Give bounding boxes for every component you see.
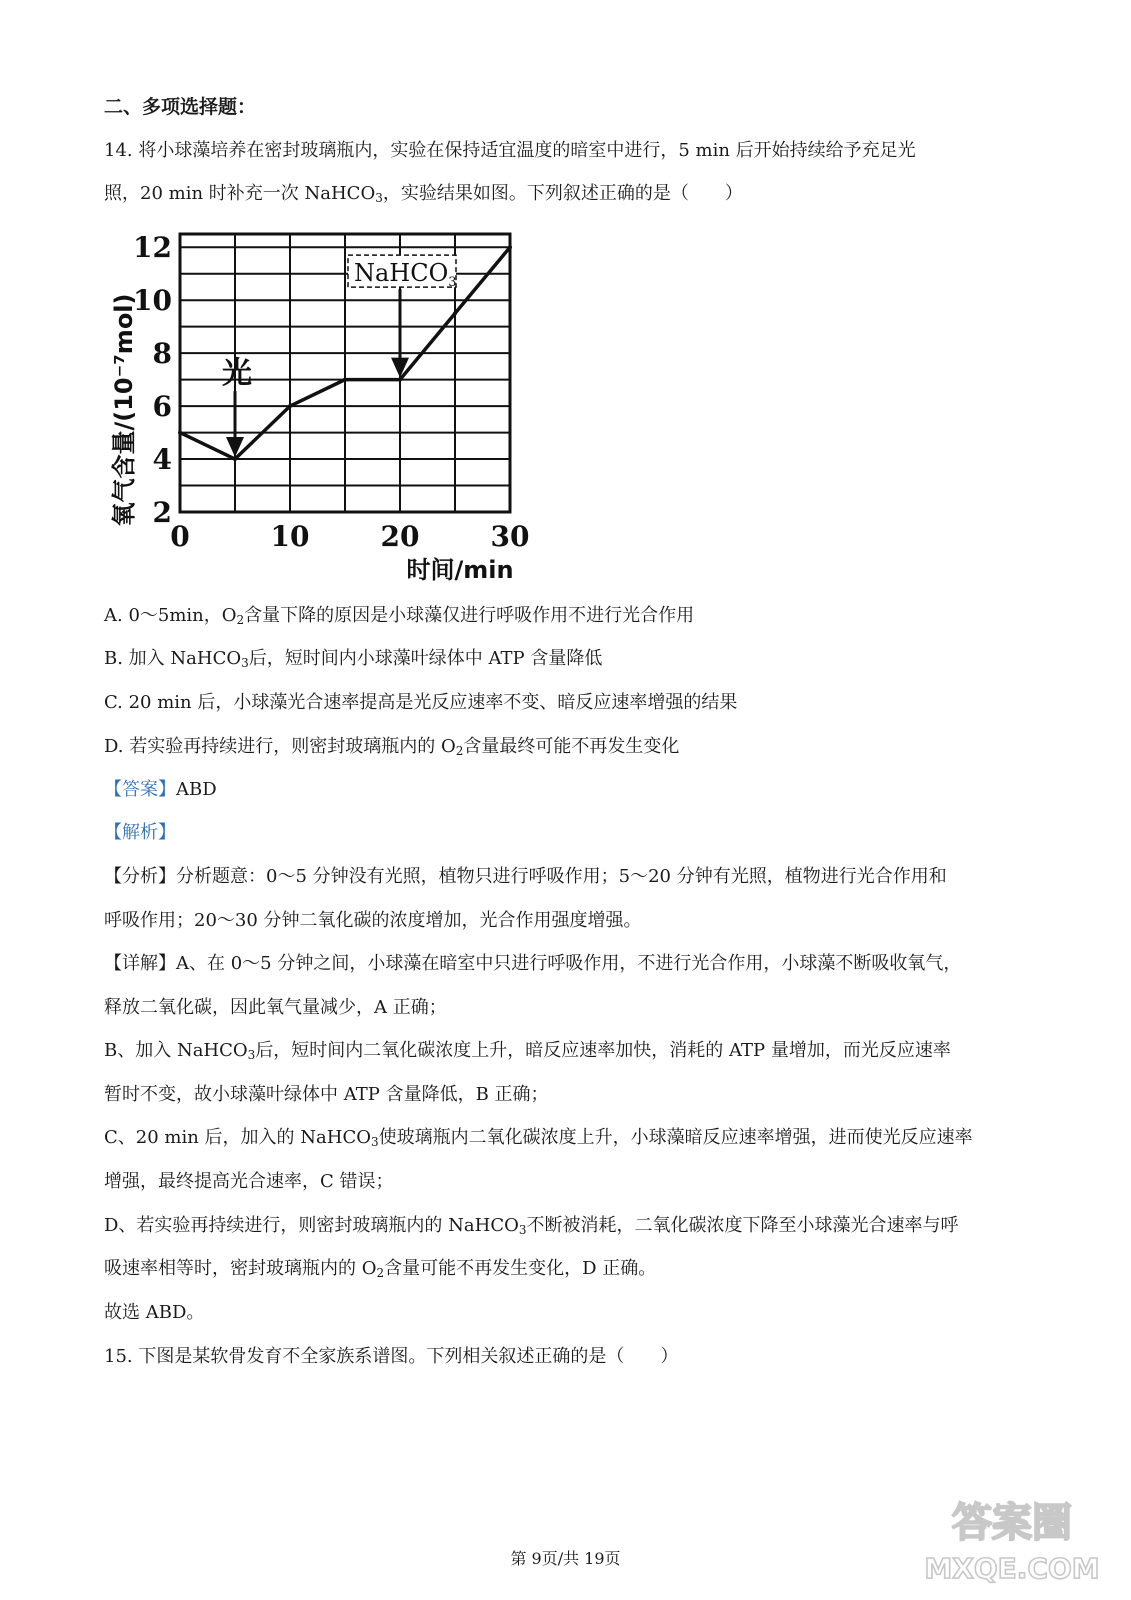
data-point [288,404,292,408]
xiangjie-b-1: B、加入 NaHCO$_3$后，短时间内二氧化碳浓度上升，暗反应速率加快，消耗的 ATP 量增加，而光反应速率 [104,1040,951,1062]
answer-tag: 【答案】 [104,779,176,800]
data-point [233,457,237,461]
data-point [508,245,512,249]
page-footer: 第 9页/共 19页 [510,1549,621,1568]
y-tick-label: 2 [152,496,172,529]
xiangjie-c-2: 增强，最终提高光合速率，C 错误； [104,1171,394,1192]
question-14-line-1: 14. 将小球藻培养在密封玻璃瓶内，实验在保持适宜温度的暗室中进行，5 min 后开始持续给予充足光 [104,140,916,161]
data-point [343,378,347,382]
y-tick-label: 4 [152,443,172,477]
x-tick-label: 0 [170,520,190,553]
oxygen-chart [100,220,540,590]
x-tick-label: 20 [380,520,420,553]
option-b: B. 加入 NaHCO$_3$后，短时间内小球藻叶绿体中 ATP 含量降低 [104,648,603,670]
question-14-line-2: 照，20 min 时补充一次 NaHCO$_3$，实验结果如图。下列叙述正确的是（ ） [104,183,743,205]
annotation-nahco3-label: NaHCO$_3$ [354,259,457,291]
xiangjie-a-1: 【详解】A、在 0～5 分钟之间，小球藻在暗室中只进行呼吸作用，不进行光合作用，小球藻不断吸收氧气， [104,953,962,974]
y-tick-label: 12 [133,231,172,265]
chart-ticks [133,231,529,553]
watermark-logo [917,1488,1107,1588]
annotation-light-label: 光 [222,356,252,392]
fenxi-line-1: 【分析】分析题意：0～5 分钟没有光照，植物只进行呼吸作用；5～20 分钟有光照，植物进行光合作用和 [104,866,947,887]
question-15: 15. 下图是某软骨发育不全家族系谱图。下列相关叙述正确的是（ ） [104,1346,679,1367]
fenxi-line-2: 呼吸作用；20～30 分钟二氧化碳的浓度增加，光合作用强度增强。 [104,910,642,931]
data-point [398,378,402,382]
y-tick-label: 6 [152,390,172,424]
xiangjie-a-2: 释放二氧化碳，因此氧气量减少，A 正确； [104,997,447,1018]
annotation-nahco3-subscript: 3 [448,275,457,291]
conclusion: 故选 ABD。 [104,1302,205,1323]
option-a: A. 0～5min，$O_2$含量下降的原因是小球藻仅进行呼吸作用不进行光合作用 [104,605,695,627]
answer: 【答案】ABD [104,779,217,800]
chart-y-label: 氧气含量/(10⁻⁷mol) [110,293,138,527]
analysis-tag: 【解析】 [104,822,176,843]
chart-x-label: 时间/min [406,556,514,584]
option-d: D. 若实验再持续进行，则密封玻璃瓶内的 $O_2$含量最终可能不再发生变化 [104,736,680,758]
xiangjie-b-2: 暂时不变，故小球藻叶绿体中 ATP 含量降低，B 正确； [104,1084,549,1105]
option-c: C. 20 min 后，小球藻光合速率提高是光反应速率不变、暗反应速率增强的结果 [104,692,738,713]
xiangjie-d-1: D、若实验再持续进行，则密封玻璃瓶内的 NaHCO$_3$不断被消耗，二氧化碳浓度下降至小球藻光合速率与呼 [104,1215,959,1237]
x-tick-label: 30 [490,520,530,553]
watermark-bottom-text: MXQE.COM [924,1552,1100,1585]
y-tick-label: 10 [133,284,172,318]
watermark-top-text: 答案圈 [952,1500,1072,1546]
xiangjie-c-1: C、20 min 后，加入的 NaHCO$_3$使玻璃瓶内二氧化碳浓度上升，小球藻暗反应速率增强，进而使光反应速率 [104,1127,973,1149]
y-tick-label: 8 [152,337,172,371]
x-tick-label: 10 [270,520,310,553]
data-point [453,311,457,315]
data-point [178,431,182,435]
section-heading: 二、多项选择题： [104,96,257,118]
xiangjie-d-2: 吸速率相等时，密封玻璃瓶内的 $O_2$含量可能不再发生变化，D 正确。 [104,1258,657,1280]
